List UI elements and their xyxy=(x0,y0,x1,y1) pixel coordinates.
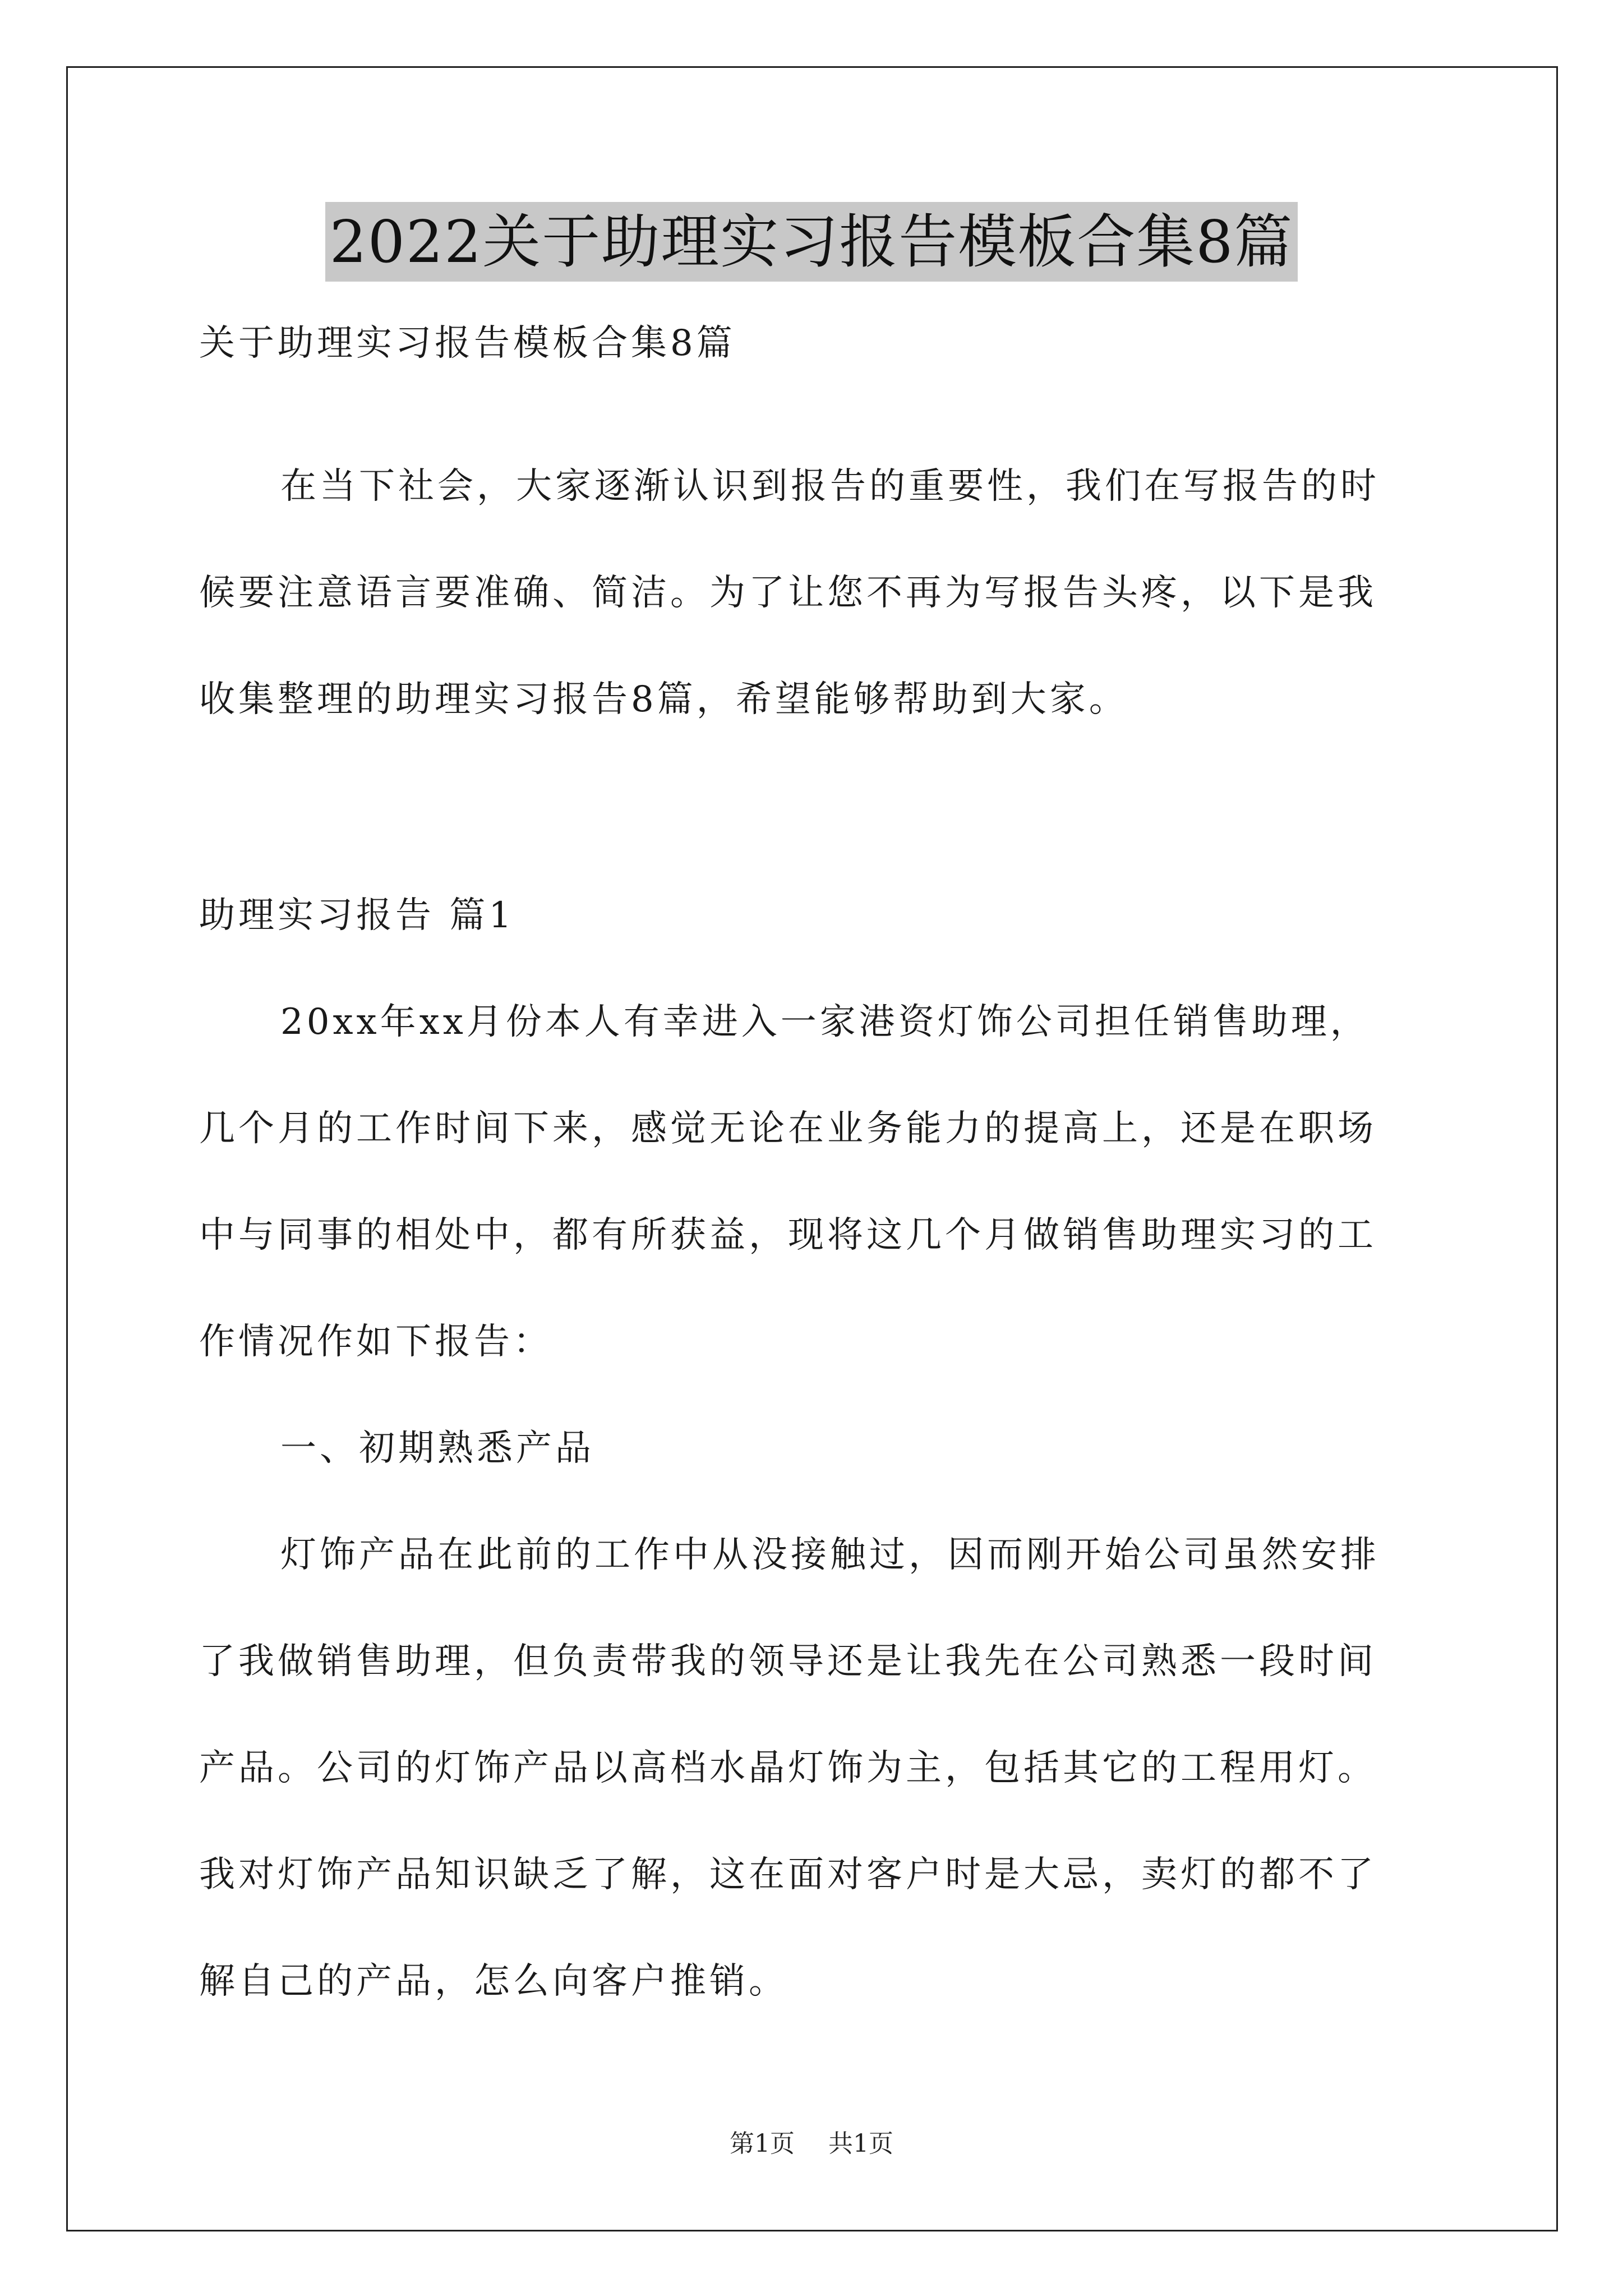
document-title: 2022关于助理实习报告模板合集8篇 xyxy=(325,202,1298,282)
body-line-10: 解自己的产品，怎么向客户推销。 xyxy=(199,1961,788,2002)
body-line-2: 几个月的工作时间下来，感觉无论在业务能力的提高上，还是在职场 xyxy=(199,1108,1377,1149)
intro-line-2: 候要注意语言要准确、简洁。为了让您不再为写报告头疼，以下是我 xyxy=(199,572,1377,614)
document-subtitle: 关于助理实习报告模板合集8篇 xyxy=(199,323,736,364)
body-line-7: 了我做销售助理，但负责带我的领导还是让我先在公司熟悉一段时间 xyxy=(199,1641,1377,1682)
page-total: 共1页 xyxy=(828,2129,893,2158)
body-line-6: 灯饰产品在此前的工作中从没接触过，因而刚开始公司虽然安排 xyxy=(280,1534,1380,1576)
body-line-4: 作情况作如下报告： xyxy=(199,1321,552,1363)
subheading-line: 一、初期熟悉产品 xyxy=(280,1428,594,1469)
intro-line-3: 收集整理的助理实习报告8篇，希望能够帮助到大家。 xyxy=(199,679,1128,720)
body-line-8: 产品。公司的灯饰产品以高档水晶灯饰为主，包括其它的工程用灯。 xyxy=(199,1747,1377,1789)
body-line-9: 我对灯饰产品知识缺乏了解，这在面对客户时是大忌，卖灯的都不了 xyxy=(199,1854,1377,1895)
body-line-3: 中与同事的相处中，都有所获益，现将这几个月做销售助理实习的工 xyxy=(199,1214,1377,1256)
section-heading: 助理实习报告 篇1 xyxy=(199,895,515,936)
title-container xyxy=(0,202,1623,282)
body-line-1: 20xx年xx月份本人有幸进入一家港资灯饰公司担任销售助理， xyxy=(280,1001,1370,1043)
page-number: 第1页 xyxy=(730,2129,795,2158)
intro-line-1: 在当下社会，大家逐渐认识到报告的重要性，我们在写报告的时 xyxy=(280,466,1380,507)
page-footer xyxy=(0,2123,1623,2159)
